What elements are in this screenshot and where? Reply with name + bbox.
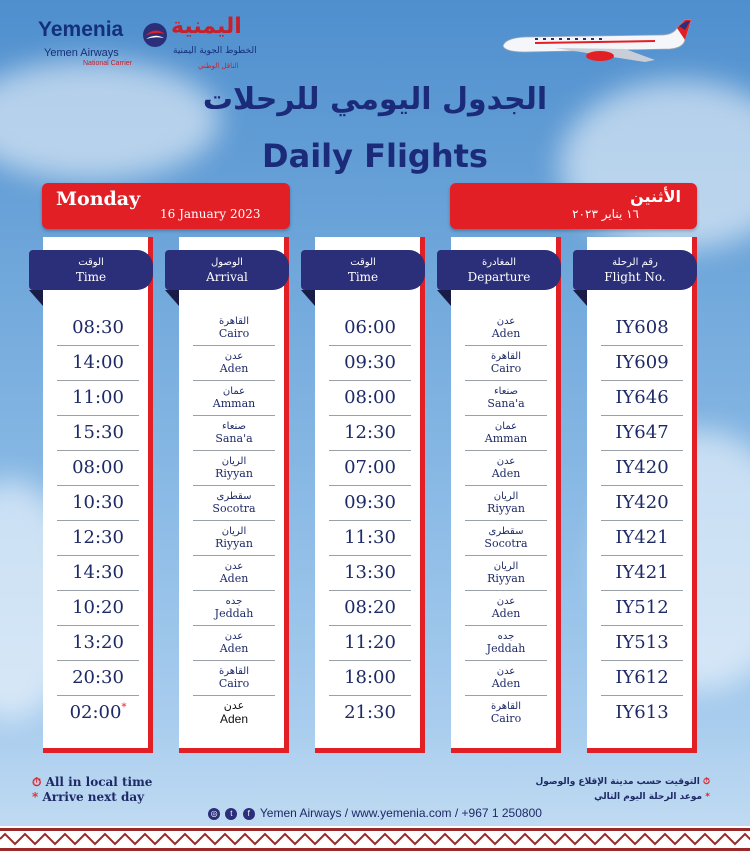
table-cell	[601, 450, 683, 486]
clock-icon: ⏱	[32, 775, 42, 789]
time-value: 18:00	[344, 667, 396, 688]
table-cell	[57, 590, 139, 626]
table-cell	[465, 660, 547, 696]
column-header-arrival	[165, 250, 289, 290]
city-name-english: Jeddah	[486, 641, 526, 655]
time-value: 20:30	[72, 667, 124, 688]
departure-time-column	[315, 237, 425, 753]
column-header-english: Departure	[467, 270, 531, 284]
city-name-arabic: عدن	[496, 315, 516, 327]
table-cell	[329, 555, 411, 591]
table-cell	[57, 625, 139, 661]
city-name-english: Socotra	[212, 501, 256, 515]
table-cell	[193, 415, 275, 451]
column-header-english: Time	[75, 270, 107, 284]
logo-english-carrier: National Carrier	[83, 60, 133, 67]
table-cell	[193, 695, 275, 730]
city-name-arabic: القاهرة	[491, 700, 521, 712]
table-cell	[601, 555, 683, 591]
city-name-english: Riyyan	[487, 571, 525, 585]
city-name-english: Sana'a	[487, 396, 525, 410]
table-cell	[329, 590, 411, 626]
time-value: 10:30	[72, 492, 124, 513]
table-cell	[601, 345, 683, 381]
city-name-english: Aden	[219, 361, 249, 375]
time-value: 13:20	[72, 632, 124, 653]
table-cell	[193, 590, 275, 626]
note-local-time-arabic	[535, 777, 710, 787]
table-cell	[193, 660, 275, 696]
time-value: 08:30	[72, 317, 124, 338]
city-name-english: Amman	[484, 431, 528, 445]
note-text: موعد الرحلة اليوم التالي	[594, 792, 703, 802]
flight-number-value: IY421	[615, 562, 669, 583]
logo-arabic-carrier: الناقل الوطني	[198, 62, 239, 70]
note-text: All in local time	[45, 775, 153, 789]
table-cell	[57, 660, 139, 696]
table-cell	[57, 695, 139, 730]
table-cell	[193, 520, 275, 556]
city-name-english: Cairo	[490, 361, 522, 375]
table-cell	[193, 345, 275, 381]
city-name-english: Socotra	[484, 536, 528, 550]
table-cell	[193, 555, 275, 591]
table-cell	[57, 380, 139, 416]
column-header-english: Flight No.	[604, 270, 666, 284]
day-banner-english	[42, 183, 290, 229]
table-cell	[465, 695, 547, 730]
city-name-english: Cairo	[218, 326, 250, 340]
clock-icon: ⏱	[702, 777, 710, 787]
header-fold	[301, 290, 315, 306]
day-name-english: Monday	[56, 188, 141, 210]
asterisk-icon: *	[705, 792, 710, 802]
arrival-time-column	[43, 237, 153, 753]
time-value: 09:30	[344, 352, 396, 373]
table-cell	[57, 485, 139, 521]
asterisk-icon: *	[32, 790, 39, 804]
note-local-time-english	[32, 775, 152, 790]
yemenia-logo	[38, 16, 278, 86]
table-cell	[465, 590, 547, 626]
column-header-arabic: الوقت	[78, 257, 104, 268]
table-cell	[193, 485, 275, 521]
table-cell	[329, 660, 411, 696]
city-name-english: Aden	[491, 676, 521, 690]
city-name-arabic: عدن	[224, 350, 244, 362]
time-value: 11:00	[72, 387, 124, 408]
logo-arabic-name: اليمنية	[171, 14, 242, 39]
table-cell	[601, 415, 683, 451]
flight-number-value: IY609	[615, 352, 669, 373]
city-name-arabic: جده	[225, 595, 243, 607]
table-cell	[57, 450, 139, 486]
next-day-asterisk-icon: *	[121, 702, 127, 713]
table-cell	[601, 310, 683, 346]
city-name-arabic: القاهرة	[219, 665, 249, 677]
header-fold	[437, 290, 451, 306]
city-name-arabic: عدن	[223, 699, 245, 712]
twitter-icon[interactable]: t	[225, 808, 237, 820]
table-cell	[193, 310, 275, 346]
header-fold	[165, 290, 179, 306]
note-next-day-arabic	[594, 792, 710, 802]
table-cell	[601, 590, 683, 626]
flight-number-value: IY420	[615, 492, 669, 513]
city-name-english: Aden	[491, 326, 521, 340]
title-arabic: الجدول اليومي للرحلات	[202, 82, 548, 117]
note-text: التوقيت حسب مدينة الإقلاع والوصول	[535, 777, 700, 787]
arrival-column	[179, 237, 289, 753]
logo-english-name: Yemenia	[38, 18, 124, 41]
decorative-pattern-border	[0, 826, 750, 853]
flight-number-value: IY421	[615, 527, 669, 548]
time-value: 10:20	[72, 597, 124, 618]
table-cell	[329, 380, 411, 416]
table-cell	[601, 660, 683, 696]
time-value: 02:00	[69, 702, 122, 723]
table-cell	[57, 345, 139, 381]
flight-number-column	[587, 237, 697, 753]
day-banner-arabic	[450, 183, 697, 229]
table-cell	[465, 485, 547, 521]
city-name-english: Cairo	[218, 676, 250, 690]
column-header-arabic: رقم الرحلة	[612, 257, 658, 268]
table-cell	[601, 520, 683, 556]
time-value: 08:00	[344, 387, 396, 408]
city-name-arabic: القاهرة	[491, 350, 521, 362]
time-value: 07:00	[344, 457, 396, 478]
city-name-arabic: الريان	[493, 490, 519, 502]
flight-number-value: IY613	[615, 702, 669, 723]
city-name-english: Riyyan	[215, 466, 253, 480]
city-name-english: Aden	[491, 606, 521, 620]
city-name-arabic: القاهرة	[219, 315, 249, 327]
departure-column	[451, 237, 561, 753]
note-next-day-english	[32, 790, 144, 804]
table-cell	[329, 310, 411, 346]
time-value: 06:00	[344, 317, 396, 338]
time-value: 13:30	[344, 562, 396, 583]
table-cell	[193, 625, 275, 661]
city-name-arabic: عمان	[222, 385, 246, 397]
city-name-arabic: عمان	[494, 420, 518, 432]
city-name-english: Amman	[212, 396, 256, 410]
column-header-arabic: الوصول	[211, 257, 243, 268]
city-name-arabic: صنعاء	[221, 420, 247, 432]
table-cell	[193, 450, 275, 486]
table-cell	[465, 415, 547, 451]
header-fold	[29, 290, 43, 306]
table-cell	[57, 310, 139, 346]
table-cell	[465, 625, 547, 661]
column-header-flight-number	[573, 250, 697, 290]
instagram-icon[interactable]: ◎	[208, 808, 220, 820]
logo-english-subtitle: Yemen Airways	[44, 47, 119, 59]
city-name-arabic: عدن	[496, 455, 516, 467]
column-header-departure	[437, 250, 561, 290]
table-cell	[465, 555, 547, 591]
flight-number-value: IY420	[615, 457, 669, 478]
table-cell	[329, 450, 411, 486]
table-cell	[329, 520, 411, 556]
flight-number-value: IY647	[615, 422, 669, 443]
column-header-english: Arrival	[206, 270, 248, 284]
city-name-english: Cairo	[490, 711, 522, 725]
city-name-arabic: عدن	[224, 560, 244, 572]
table-cell	[57, 555, 139, 591]
city-name-arabic: الريان	[221, 525, 247, 537]
time-value: 14:30	[72, 562, 124, 583]
airplane-icon	[495, 18, 695, 78]
column-header-arrival-time	[29, 250, 153, 290]
table-cell	[601, 695, 683, 730]
city-name-arabic: سقطرى	[216, 490, 252, 502]
city-name-english: Sana'a	[215, 431, 253, 445]
city-name-english: Aden	[219, 641, 249, 655]
date-arabic: ١٦ يناير ٢٠٢٣	[572, 207, 639, 221]
city-name-arabic: سقطرى	[488, 525, 524, 537]
time-value: 12:30	[344, 422, 396, 443]
contact-text: Yemen Airways / www.yemenia.com / +967 1 250800	[259, 806, 542, 820]
time-value: 08:20	[344, 597, 396, 618]
date-english: 16 January 2023	[160, 207, 261, 221]
yemenia-emblem-icon	[142, 22, 168, 48]
contact-line	[0, 806, 750, 820]
city-name-english: Riyyan	[215, 536, 253, 550]
table-cell	[465, 380, 547, 416]
time-value: 09:30	[344, 492, 396, 513]
table-cell	[601, 485, 683, 521]
city-name-arabic: عدن	[496, 595, 516, 607]
table-cell	[329, 485, 411, 521]
time-value: 08:00	[72, 457, 124, 478]
table-cell	[465, 310, 547, 346]
table-cell	[329, 695, 411, 730]
column-header-arabic: المغادرة	[482, 257, 516, 268]
table-cell	[57, 415, 139, 451]
flight-number-value: IY646	[615, 387, 669, 408]
column-header-arabic: الوقت	[350, 257, 376, 268]
table-cell	[465, 450, 547, 486]
table-cell	[465, 345, 547, 381]
flight-number-value: IY513	[615, 632, 669, 653]
city-name-arabic: صنعاء	[493, 385, 519, 397]
time-value: 21:30	[344, 702, 396, 723]
city-name-english: Jeddah	[214, 606, 254, 620]
time-value: 15:30	[72, 422, 124, 443]
city-name-arabic: الريان	[493, 560, 519, 572]
table-cell	[329, 345, 411, 381]
time-value: 11:30	[344, 527, 396, 548]
time-value: 11:20	[344, 632, 396, 653]
title-english: Daily Flights	[262, 137, 488, 175]
facebook-icon[interactable]: f	[243, 808, 255, 820]
table-cell	[601, 380, 683, 416]
table-cell	[329, 625, 411, 661]
city-name-english: Aden	[219, 571, 249, 585]
flight-number-value: IY512	[615, 597, 669, 618]
flight-number-value: IY612	[615, 667, 669, 688]
city-name-arabic: الريان	[221, 455, 247, 467]
table-cell	[601, 625, 683, 661]
city-name-english: Aden	[491, 466, 521, 480]
table-cell	[329, 415, 411, 451]
header-fold	[573, 290, 587, 306]
time-value: 14:00	[72, 352, 124, 373]
column-header-english: Time	[347, 270, 379, 284]
city-name-arabic: جده	[497, 630, 515, 642]
flight-number-value: IY608	[615, 317, 669, 338]
table-cell	[465, 520, 547, 556]
day-name-arabic: الأثنين	[630, 187, 681, 206]
table-cell	[193, 380, 275, 416]
time-value: 12:30	[72, 527, 124, 548]
city-name-arabic: عدن	[496, 665, 516, 677]
logo-arabic-subtitle: الخطوط الجوية اليمنية	[173, 46, 257, 56]
city-name-arabic: عدن	[224, 630, 244, 642]
city-name-english: Aden	[219, 712, 249, 726]
column-header-departure-time	[301, 250, 425, 290]
table-cell	[57, 520, 139, 556]
city-name-english: Riyyan	[487, 501, 525, 515]
note-text: Arrive next day	[42, 790, 145, 804]
